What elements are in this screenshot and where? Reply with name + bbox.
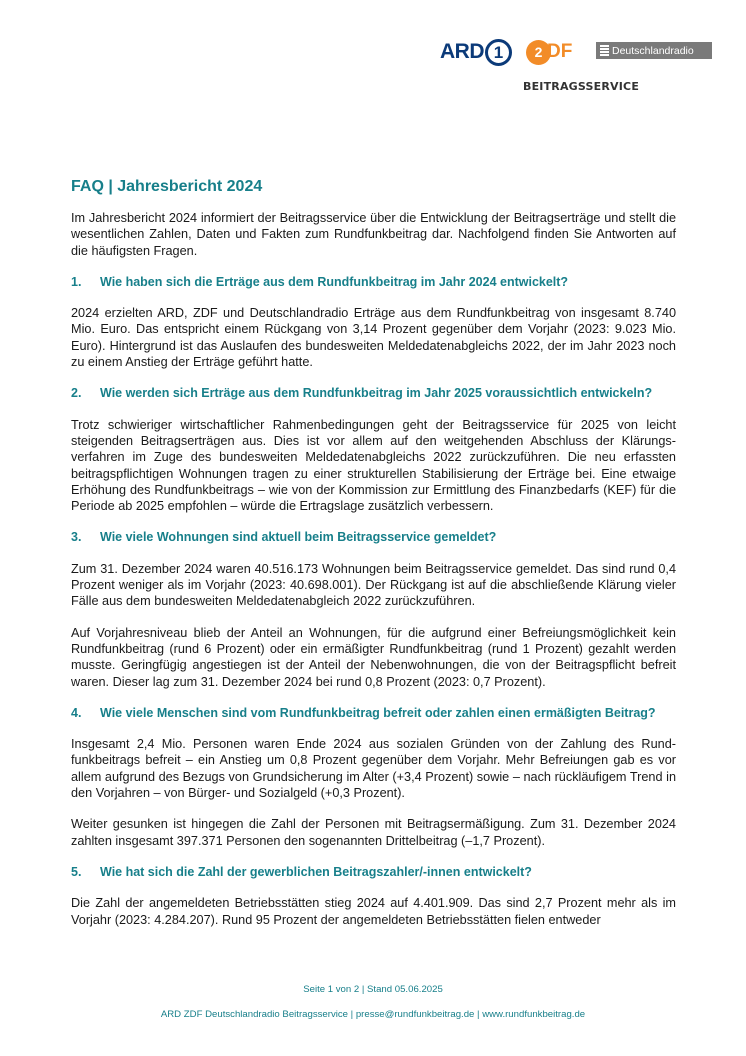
document-body <box>71 178 676 928</box>
question-text: Wie viele Wohnungen sind aktuell beim Beitragsservice gemeldet? <box>100 530 497 545</box>
answer-3a: Zum 31. Dezember 2024 waren 40.516.173 Wohnungen beim Beitragsservice gemeldet. Das sind rund 0,4 Prozent weniger als im Vorjahr (2023: 40.698.001). Der Rückgang ist auf die abschließende Klärung vieler Fälle aus dem bundesweiten Meldedatenabgleich 2022 zurückzuführen. <box>71 561 676 609</box>
question-number: 2. <box>71 386 82 401</box>
question-number: 4. <box>71 705 82 720</box>
page-title: FAQ | Jahresbericht 2024 <box>71 178 263 195</box>
question-text: Wie hat sich die Zahl der gewerblichen Beitragszahler/-innen entwickelt? <box>100 864 532 879</box>
beitragsservice-label: BEITRAGSSERVICE <box>523 80 640 93</box>
answer-3b: Auf Vorjahresniveau blieb der Anteil an Wohnungen, für die aufgrund einer Befreiungsmöglichkeit kein Rundfunkbeitrag (rund 6 Prozent) oder ein ermäßigter Rundfunkbeitrag (rund 1 Prozent) gezahlt werden musste. Geringfügig angestiegen ist der Anteil der Nebenwohnungen, die von der Beitragspflicht befreit waren. Dieser lag zum 31. Dezember 2024 bei rund 0,8 Prozent (2023: 0,7 Prozent). <box>71 625 676 689</box>
deutschlandradio-mark-icon <box>600 45 609 56</box>
question-number: 3. <box>71 530 82 545</box>
question-4 <box>71 705 676 721</box>
zdf-circle-icon: 2 <box>526 40 551 65</box>
question-number: 1. <box>71 274 82 289</box>
answer-4a: Insgesamt 2,4 Mio. Personen waren Ende 2024 aus sozialen Gründen von der Zahlung des Rundfunkbeitrags befreit – ein Anstieg um 0,8 Prozent gegenüber dem Vorjahr. Mehr Befreiungen gab es vor allem aufgrund des Bezugs von Grundsicherung im Alter (+3,4 Prozent) sowie – nach rückläufigem Trend in den Vorjahren – von Bürger- und Sozialgeld (+0,3 Prozent). <box>71 737 676 801</box>
question-text: Wie werden sich Erträge aus dem Rundfunkbeitrag im Jahr 2025 voraussichtlich entwickeln? <box>100 386 653 401</box>
question-2 <box>71 385 676 401</box>
question-text: Wie viele Menschen sind vom Rundfunkbeitrag befreit oder zahlen einen ermäßigten Beitrag? <box>100 705 656 720</box>
answer-4b: Weiter gesunken ist hingegen die Zahl der Personen mit Beitragsermäßigung. Zum 31. Dezember 2024 zahlten insgesamt 397.371 Personen den sogenannten Drittelbeitrag (–1,7 Prozent). <box>71 817 676 848</box>
ard-logo-text: ARD <box>440 40 484 63</box>
intro-paragraph: Im Jahresbericht 2024 informiert der Beitragsservice über die Entwicklung der Beitragserträge und stellt die wesentlichen Zahlen, Daten und Fakten zum Rundfunkbeitrag dar. Nachfolgend finden Sie Antworten auf die häufigsten Fragen. <box>71 211 676 258</box>
deutschlandradio-logo-text: Deutschlandradio <box>612 44 694 57</box>
zdf-logo <box>526 37 572 67</box>
answer-2: Trotz schwieriger wirtschaftlicher Rahmenbedingungen geht der Beitragsservice für 2025 von leicht steigenden Beitragserträgen aus. Dies ist vor allem auf den weitgehenden Abschluss der Klärungsverfahren im Zuge des bundesweiten Meldedatenabgleichs 2022 zurückzuführen. Die neu erfassten beitragspflichtigen Wohnungen tragen zu einer strukturellen Stabilisierung der Erträge bei. Eine etwaige Erhöhung des Rundfunkbeitrags – wie von der Kommission zur Ermittlung des Finanzbedarfs (KEF) für die Periode ab 2025 empfohlen – würde die Ertragslage zusätzlich verbessern. <box>71 417 676 514</box>
question-1 <box>71 274 676 290</box>
page-footer-contact: ARD ZDF Deutschlandradio Beitragsservice | presse@rundfunkbeitrag.de | www.rundfunkbeitrag.de <box>160 1009 586 1020</box>
answer-1: 2024 erzielten ARD, ZDF und Deutschlandradio Erträge aus dem Rundfunkbeitrag von insgesamt 8.740 Mio. Euro. Das entspricht einem Rückgang von 3,14 Prozent gegenüber dem Vorjahr (2023: 9.023 Mio. Euro). Hintergrund ist das Auslaufen des bundesweiten Meldedatenabgleichs 2022, der im Jahr 2023 noch zu einem Anstieg der Erträge geführt hatte. <box>71 306 676 370</box>
question-text: Wie haben sich die Erträge aus dem Rundfunkbeitrag im Jahr 2024 entwickelt? <box>100 274 569 289</box>
zdf-logo-text: DF <box>547 41 573 62</box>
question-5 <box>71 864 676 880</box>
broadcaster-logos <box>440 35 712 69</box>
question-3 <box>71 529 676 545</box>
question-number: 5. <box>71 864 82 879</box>
deutschlandradio-logo <box>596 42 712 59</box>
page-footer-info: Seite 1 von 2 | Stand 05.06.2025 <box>303 984 443 995</box>
ard-logo <box>440 37 512 67</box>
ard-one-icon: 1 <box>485 39 512 66</box>
answer-5: Die Zahl der angemeldeten Betriebsstätten stieg 2024 auf 4.401.909. Das sind 2,7 Prozent mehr als im Vorjahr (2023: 4.284.207). Rund 95 Prozent der angemeldeten Betriebsstätten fielen entweder <box>71 896 676 927</box>
